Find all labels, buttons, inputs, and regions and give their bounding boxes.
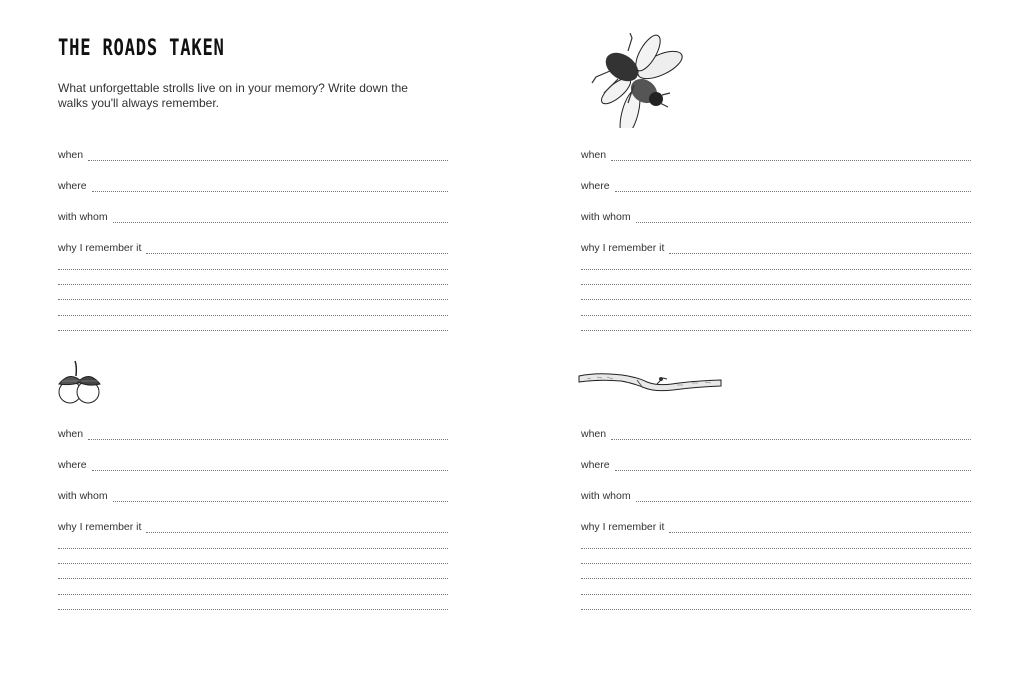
why-line[interactable]: [669, 531, 971, 533]
writing-line[interactable]: [58, 299, 448, 300]
writing-line[interactable]: [58, 609, 448, 610]
memory-block-1: [58, 145, 448, 330]
where-line[interactable]: [92, 190, 448, 192]
why-field[interactable]: [581, 517, 971, 533]
with-whom-line[interactable]: [636, 500, 971, 502]
writing-line[interactable]: [581, 548, 971, 549]
memory-block-4: [581, 424, 971, 609]
writing-line[interactable]: [58, 578, 448, 579]
writing-line[interactable]: [581, 284, 971, 285]
page-title: THE ROADS TAKEN: [58, 36, 225, 61]
with-whom-label: with whom: [58, 490, 108, 502]
why-line[interactable]: [146, 531, 448, 533]
with-whom-line[interactable]: [113, 500, 448, 502]
where-field[interactable]: [58, 176, 448, 192]
why-label: why I remember it: [58, 242, 142, 254]
when-label: when: [581, 428, 607, 440]
where-label: where: [581, 180, 610, 192]
when-label: when: [58, 149, 84, 161]
acorn-icon: [56, 360, 106, 406]
with-whom-label: with whom: [581, 490, 631, 502]
when-line[interactable]: [611, 159, 971, 161]
with-whom-line[interactable]: [636, 221, 971, 223]
why-label: why I remember it: [581, 521, 665, 533]
when-line[interactable]: [611, 438, 971, 440]
why-field[interactable]: [58, 517, 448, 533]
where-line[interactable]: [615, 190, 971, 192]
intro-text: What unforgettable strolls live on in your memory? Write down the walks you'll always remember.: [58, 81, 408, 110]
writing-line[interactable]: [581, 269, 971, 270]
where-field[interactable]: [581, 455, 971, 471]
writing-line[interactable]: [581, 578, 971, 579]
bee-icon: [588, 33, 688, 128]
with-whom-field[interactable]: [581, 207, 971, 223]
when-line[interactable]: [88, 438, 448, 440]
when-label: when: [58, 428, 84, 440]
with-whom-field[interactable]: [581, 486, 971, 502]
twig-icon: [577, 366, 727, 398]
where-field[interactable]: [58, 455, 448, 471]
memory-block-2: [581, 145, 971, 330]
writing-line[interactable]: [581, 563, 971, 564]
where-line[interactable]: [92, 469, 448, 471]
why-field[interactable]: [58, 238, 448, 254]
where-label: where: [58, 180, 87, 192]
writing-line[interactable]: [58, 315, 448, 316]
why-line[interactable]: [146, 252, 448, 254]
when-field[interactable]: [58, 145, 448, 161]
writing-line[interactable]: [58, 284, 448, 285]
why-field[interactable]: [581, 238, 971, 254]
memory-block-3: [58, 424, 448, 609]
where-line[interactable]: [615, 469, 971, 471]
where-label: where: [58, 459, 87, 471]
why-line[interactable]: [669, 252, 971, 254]
with-whom-line[interactable]: [113, 221, 448, 223]
when-field[interactable]: [581, 424, 971, 440]
writing-line[interactable]: [581, 594, 971, 595]
when-label: when: [581, 149, 607, 161]
where-label: where: [581, 459, 610, 471]
writing-line[interactable]: [58, 548, 448, 549]
when-field[interactable]: [581, 145, 971, 161]
writing-line[interactable]: [58, 563, 448, 564]
writing-line[interactable]: [58, 330, 448, 331]
writing-line[interactable]: [581, 315, 971, 316]
with-whom-label: with whom: [581, 211, 631, 223]
where-field[interactable]: [581, 176, 971, 192]
writing-line[interactable]: [581, 299, 971, 300]
writing-line[interactable]: [581, 330, 971, 331]
when-field[interactable]: [58, 424, 448, 440]
why-label: why I remember it: [58, 521, 142, 533]
writing-line[interactable]: [58, 594, 448, 595]
why-label: why I remember it: [581, 242, 665, 254]
when-line[interactable]: [88, 159, 448, 161]
with-whom-field[interactable]: [58, 486, 448, 502]
writing-line[interactable]: [581, 609, 971, 610]
with-whom-field[interactable]: [58, 207, 448, 223]
with-whom-label: with whom: [58, 211, 108, 223]
writing-line[interactable]: [58, 269, 448, 270]
